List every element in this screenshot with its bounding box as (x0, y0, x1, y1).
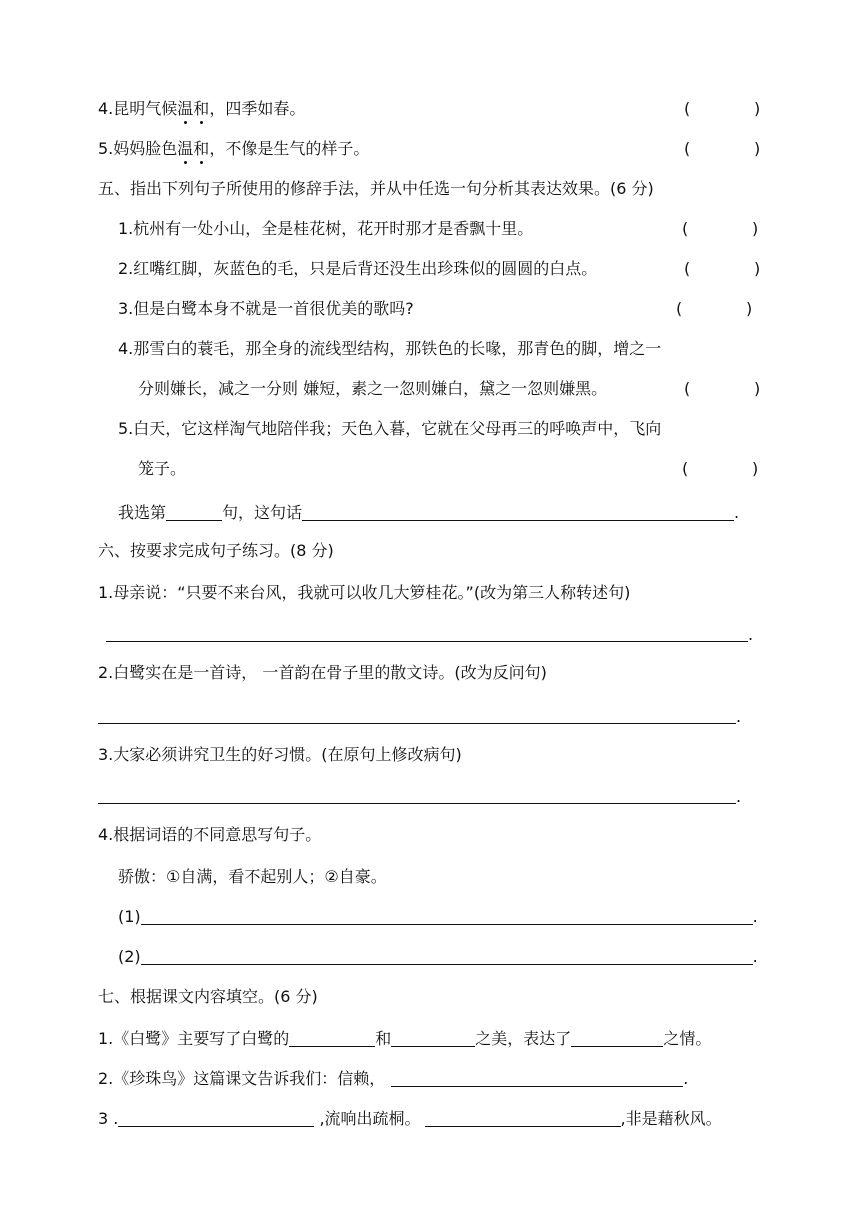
answer-paren-open: ( (676, 299, 683, 318)
s4-q5: 5.妈妈脸色温和，不像是生气的样子。 (98, 139, 370, 158)
answer-paren-close: ) (752, 219, 759, 238)
s6-q4: 4.根据词语的不同意思写句子。 (98, 825, 322, 844)
answer-paren-open: ( (684, 139, 691, 158)
s5-q3: 3.但是白鹭本身不就是一首很优美的歌吗? (118, 299, 414, 318)
emphasis-char: 温 (177, 139, 194, 158)
s7-q1: 1.《白鹭》主要写了白鹭的 和 之美，表达了 之情。 (98, 1029, 712, 1048)
answer-period: . (748, 625, 754, 644)
answer-paren-open: ( (684, 259, 691, 278)
answer-line[interactable] (98, 723, 736, 724)
s7-q2: 2.《珍珠鸟》这篇课文告诉我们：信赖， . (98, 1069, 689, 1088)
answer-paren-close: ) (746, 299, 753, 318)
s5-choose-line: 我选第 句，这句话 . (118, 503, 740, 522)
answer-line[interactable] (141, 946, 753, 965)
s4-q4: 4.昆明气候温和，四季如春。 (98, 99, 306, 118)
section7-heading: 七、根据课文内容填空。(6 分) (98, 987, 318, 1006)
blank-sentence-number[interactable] (166, 502, 222, 521)
answer-line[interactable] (98, 803, 736, 804)
blank[interactable] (118, 1108, 314, 1127)
section6-heading: 六、按要求完成句子练习。(8 分) (98, 541, 334, 560)
emphasis-char: 和 (193, 139, 210, 158)
s6-q2: 2.白鹭实在是一首诗， 一首韵在骨子里的散文诗。(改为反问句) (98, 663, 547, 682)
answer-paren-open: ( (684, 99, 691, 118)
answer-period: . (736, 787, 742, 806)
s5-q1: 1.杭州有一处小山，全是桂花树，花开时那才是香飘十里。 (118, 219, 534, 238)
answer-paren-close: ) (752, 459, 759, 478)
s5-q4-line2: 分则嫌长，减之一分则 嫌短，素之一忽则嫌白，黛之一忽则嫌黑。 (138, 379, 608, 398)
emphasis-char: 和 (193, 99, 210, 118)
s6-sub2: (2) . (118, 947, 758, 966)
s6-q3: 3.大家必须讲究卫生的好习惯。(在原句上修改病句) (98, 745, 462, 764)
answer-paren-close: ) (754, 99, 761, 118)
s5-q5-line1: 5.白天，它这样淘气地陪伴我；天色入暮，它就在父母再三的呼唤声中，飞向 (118, 419, 662, 438)
blank-analysis[interactable] (302, 502, 734, 521)
s6-sub1: (1) . (118, 907, 758, 926)
answer-paren-open: ( (684, 379, 691, 398)
s5-q4-line1: 4.那雪白的蓑毛，那全身的流线型结构，那铁色的长喙，那青色的脚，增之一 (118, 339, 662, 358)
s5-q2: 2.红嘴红脚，灰蓝色的毛，只是后背还没生出珍珠似的圆圆的白点。 (118, 259, 598, 278)
emphasis-char: 温 (177, 99, 194, 118)
blank[interactable] (391, 1068, 683, 1087)
s6-q4-word: 骄傲：①自满，看不起别人；②自豪。 (118, 867, 387, 886)
answer-paren-close: ) (754, 379, 761, 398)
s6-q1: 1.母亲说：“只要不来台风，我就可以收几大箩桂花。”(改为第三人称转述句) (98, 583, 631, 602)
answer-paren-close: ) (754, 139, 761, 158)
blank[interactable] (289, 1028, 375, 1047)
s7-q3: 3 . ,流响出疏桐。 ,非是藉秋风。 (98, 1109, 722, 1128)
answer-paren-open: ( (682, 219, 689, 238)
s5-q5-line2: 笼子。 (138, 459, 187, 478)
section5-heading: 五、指出下列句子所使用的修辞手法，并从中任选一句分析其表达效果。(6 分) (98, 179, 654, 198)
blank[interactable] (425, 1108, 621, 1127)
answer-period: . (736, 707, 742, 726)
answer-paren-close: ) (754, 259, 761, 278)
answer-line[interactable] (106, 641, 748, 642)
answer-paren-open: ( (682, 459, 689, 478)
blank[interactable] (571, 1028, 663, 1047)
answer-line[interactable] (141, 906, 753, 925)
blank[interactable] (391, 1028, 475, 1047)
